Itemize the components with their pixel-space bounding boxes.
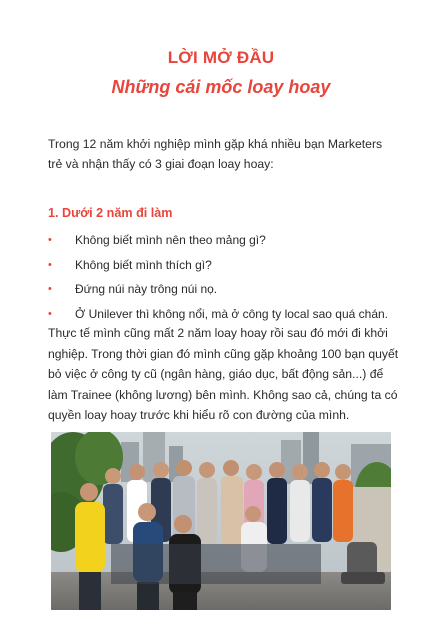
body-paragraph: Thực tế mình cũng mất 2 năm loay hoay rồi sau đó mới đi khởi nghiệp. Trong thời gian đó mình cũng gặp khoảng 100 bạn quyết bỏ việc ở công ty cũ (ngân hàng, giáo dục, bất động sản...) để làm Trainee (không lương) bên mình. Không sao cả, chúng ta có quyền loay hoay trước khi hiểu rõ con đường của mình. <box>48 326 399 422</box>
page-subtitle: Những cái mốc loay hoay <box>111 77 331 97</box>
intro-paragraph: Trong 12 năm khởi nghiệp mình gặp khá nhiều bạn Marketers trẻ và nhận thấy có 3 giai đoạn loay hoay: <box>48 137 383 171</box>
section-heading: 1. Dưới 2 năm đi làm <box>48 206 173 220</box>
list-item <box>48 279 408 304</box>
list-item <box>48 255 408 280</box>
list-item-text: Đứng núi này trông núi nọ. <box>75 282 218 296</box>
bullet-icon: • <box>48 307 52 320</box>
list-item-text: Không biết mình nên theo mảng gì? <box>75 233 266 247</box>
bullet-icon: • <box>48 258 52 271</box>
group-photo <box>51 432 391 610</box>
list-item-text: Ở Unilever thì không nổi, mà ở công ty local sao quá chán. <box>75 306 388 321</box>
bullet-icon: • <box>48 283 52 295</box>
list-item <box>48 230 408 255</box>
bullet-list <box>48 230 408 328</box>
list-item-text: Không biết mình thích gì? <box>75 257 212 272</box>
page-title: LỜI MỞ ĐẦU <box>167 48 275 67</box>
bullet-icon: • <box>48 234 52 246</box>
